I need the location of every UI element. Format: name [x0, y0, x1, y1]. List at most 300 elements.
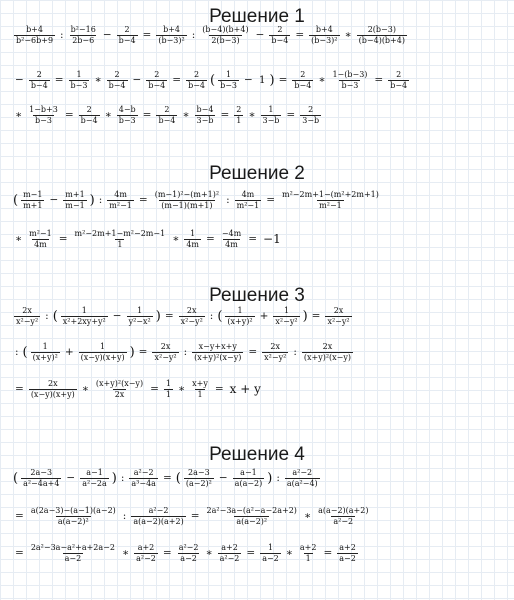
- fraction: [14, 26, 55, 45]
- fraction: [134, 544, 158, 563]
- equation-line: [12, 66, 508, 94]
- fraction: [131, 507, 185, 526]
- solution-1-title: Решение 1: [209, 6, 305, 27]
- operator: =: [278, 73, 288, 86]
- equation-line: [12, 338, 508, 366]
- numerator: 2: [164, 104, 170, 114]
- fraction: [273, 307, 299, 326]
- bracket: (: [22, 344, 28, 360]
- numerator: a²−2: [178, 542, 199, 552]
- numerator: 2x: [160, 341, 171, 351]
- bracket: ): [155, 308, 161, 324]
- operator: −: [15, 73, 24, 86]
- numerator: a²−2: [148, 505, 169, 515]
- denominator: 1: [305, 553, 311, 563]
- fraction: [156, 26, 186, 45]
- fraction: [325, 307, 351, 326]
- denominator: 4m: [34, 239, 47, 249]
- numerator: 2x: [47, 378, 58, 388]
- operator: ∗: [205, 546, 213, 559]
- operator: :: [60, 28, 64, 41]
- fraction: [156, 106, 177, 125]
- numerator: a−1: [240, 467, 257, 477]
- bracket: (: [210, 72, 216, 88]
- result: −1: [263, 232, 281, 246]
- denominator: b−4: [148, 80, 166, 90]
- operator: :: [120, 471, 125, 484]
- fraction: [269, 26, 290, 45]
- solution-4-title: Решение 4: [209, 444, 305, 465]
- bracket: ): [267, 470, 273, 486]
- numerator: 1: [76, 69, 82, 79]
- denominator: 2b−6: [72, 35, 95, 45]
- denominator: x²+2xy+y²: [62, 316, 106, 326]
- denominator: m²−1: [236, 200, 260, 210]
- equation-line: [12, 101, 508, 129]
- fraction: [29, 544, 117, 563]
- numerator: 1: [137, 305, 143, 315]
- denominator: a−2: [180, 553, 197, 563]
- equation-line: [12, 186, 508, 214]
- numerator: 1: [190, 228, 196, 238]
- numerator: 2: [114, 69, 120, 79]
- numerator: 2: [36, 69, 42, 79]
- numerator: 2: [277, 24, 283, 34]
- numerator: x−y+x+y: [198, 341, 237, 351]
- fraction: [235, 191, 262, 210]
- bracket: ): [89, 192, 95, 208]
- bracket: (: [175, 470, 181, 486]
- numerator: 1: [268, 104, 274, 114]
- operator: ∗: [15, 232, 23, 245]
- fraction: [73, 230, 168, 249]
- operator: :: [98, 193, 103, 206]
- fraction: [69, 71, 90, 90]
- numerator: 2: [193, 69, 200, 79]
- operator: :: [183, 345, 188, 358]
- numerator: b²−16: [70, 24, 96, 34]
- numerator: 2(b−3): [367, 24, 396, 34]
- operator: :: [276, 471, 280, 484]
- denominator: 2(b−3): [211, 35, 240, 45]
- denominator: a(a−2)²: [236, 516, 268, 526]
- operator: ∗: [182, 108, 190, 121]
- fraction: [337, 544, 358, 563]
- operator: −: [132, 73, 142, 86]
- fraction: [21, 469, 61, 488]
- equation-line: [12, 375, 508, 403]
- denominator: b−3: [220, 80, 237, 90]
- denominator: m²−1: [319, 200, 342, 210]
- fraction: [153, 191, 221, 210]
- operator: =: [15, 509, 24, 522]
- numerator: (m−1)²−(m+1)²: [154, 189, 220, 199]
- denominator: (m−1)(m+1): [161, 200, 213, 210]
- operator: :: [293, 345, 297, 358]
- operator: =: [162, 471, 172, 484]
- denominator: m²−1: [109, 200, 132, 210]
- operator: ∗: [15, 108, 23, 121]
- denominator: b−4: [30, 80, 48, 90]
- denominator: a(a−2): [234, 478, 263, 488]
- numerator: 2: [300, 69, 306, 79]
- bracket: (: [52, 308, 58, 324]
- bracket: (: [13, 192, 19, 208]
- fraction: [79, 343, 127, 362]
- operator: ∗: [344, 28, 352, 41]
- denominator: x²−y²: [16, 316, 39, 326]
- fraction: [184, 469, 214, 488]
- numerator: 2a−3: [188, 467, 210, 477]
- operator: −: [255, 28, 265, 41]
- numerator: x+y: [192, 378, 208, 388]
- fraction: [27, 230, 54, 249]
- numerator: (b−4)(b+4): [202, 24, 249, 34]
- fraction: [80, 469, 109, 488]
- fraction: [302, 343, 353, 362]
- denominator: b−4: [108, 80, 126, 90]
- denominator: a²−2: [219, 553, 240, 563]
- numerator: 1: [100, 341, 106, 351]
- fraction: [94, 380, 145, 399]
- operator: =: [214, 382, 224, 395]
- numerator: −4m: [221, 228, 242, 238]
- fraction: [218, 71, 239, 90]
- numerator: 4−b: [118, 104, 136, 114]
- denominator: a(a²−4): [286, 478, 318, 488]
- operator: =: [54, 73, 64, 86]
- bracket: ): [269, 72, 275, 88]
- numerator: 2x: [186, 305, 197, 315]
- numerator: a(a−2)(a+2): [318, 505, 369, 515]
- denominator: a²−4a+4: [23, 478, 60, 488]
- denominator: x²−y²: [264, 352, 287, 362]
- operator: =: [190, 509, 200, 522]
- numerator: a+2: [299, 542, 317, 552]
- operator: +: [64, 345, 74, 358]
- operator: =: [162, 546, 172, 559]
- operator: 1: [258, 73, 266, 86]
- numerator: 1: [225, 69, 232, 79]
- fraction: [218, 544, 242, 563]
- denominator: a³−4a: [131, 478, 156, 488]
- fraction: [186, 71, 207, 90]
- operator: :: [209, 309, 214, 322]
- denominator: (x+y)²(x−y): [194, 352, 242, 362]
- operator: ∗: [121, 546, 130, 559]
- denominator: x²−y²: [275, 316, 298, 326]
- numerator: 2x: [333, 305, 344, 315]
- fraction: [298, 544, 319, 563]
- bracket: (: [217, 308, 223, 324]
- numerator: 2a²−3a−(a²−a−2a+2): [206, 505, 297, 515]
- denominator: 1: [117, 239, 123, 249]
- fraction: [280, 191, 381, 210]
- numerator: 2: [396, 69, 402, 79]
- denominator: a(a−2)(a+2): [133, 516, 184, 526]
- fraction: [177, 544, 201, 563]
- solution-3-title: Решение 3: [209, 285, 305, 306]
- numerator: a²−2: [133, 467, 154, 477]
- operator: =: [323, 546, 333, 559]
- numerator: 4m: [241, 189, 255, 199]
- operator: ∗: [172, 232, 180, 245]
- operator: −: [112, 309, 122, 322]
- operator: =: [206, 232, 215, 245]
- operator: ∗: [104, 108, 112, 121]
- denominator: a²−2: [136, 553, 156, 563]
- result: x + y: [229, 382, 261, 396]
- fraction: [195, 106, 216, 125]
- fraction: [205, 507, 299, 526]
- operator: ∗: [94, 73, 102, 86]
- fraction: [69, 26, 98, 45]
- numerator: 1: [267, 542, 274, 552]
- denominator: a−2: [339, 553, 356, 563]
- numerator: a−1: [86, 467, 103, 477]
- denominator: a−2: [262, 553, 279, 563]
- operator: =: [138, 193, 148, 206]
- fraction: [117, 26, 138, 45]
- operator: =: [286, 108, 296, 121]
- operator: =: [374, 73, 384, 86]
- denominator: b−4: [158, 115, 176, 125]
- denominator: a²−2: [333, 516, 354, 526]
- numerator: m+1: [65, 189, 85, 199]
- bracket: ): [111, 470, 117, 486]
- fraction: [79, 106, 100, 125]
- numerator: a+2: [339, 542, 356, 552]
- operator: =: [64, 108, 74, 121]
- denominator: (a−2)²: [185, 478, 212, 488]
- operator: =: [142, 108, 152, 121]
- numerator: 1−(b−3): [332, 69, 368, 79]
- denominator: (x+y)²: [227, 316, 253, 326]
- operator: ∗: [285, 546, 293, 559]
- operator: −: [49, 193, 59, 206]
- fraction: [179, 307, 205, 326]
- denominator: m−1: [65, 200, 85, 210]
- fraction: [107, 71, 128, 90]
- fraction: [146, 71, 167, 90]
- equation-line: [12, 225, 508, 253]
- fraction: [14, 307, 40, 326]
- numerator: 1: [283, 305, 290, 315]
- numerator: m²−1: [29, 228, 52, 238]
- operator: :: [15, 345, 19, 358]
- fraction: [309, 26, 339, 45]
- numerator: 1−b+3: [29, 104, 58, 114]
- numerator: 2x: [270, 341, 281, 351]
- fraction: [261, 106, 282, 125]
- operator: =: [150, 382, 159, 395]
- denominator: (x−y)(x+y): [30, 389, 75, 399]
- operator: =: [295, 28, 305, 41]
- operator: ∗: [81, 382, 89, 395]
- denominator: 3−b: [196, 115, 214, 125]
- denominator: b−4: [271, 35, 289, 45]
- operator: =: [138, 345, 148, 358]
- denominator: 2x: [114, 389, 125, 399]
- denominator: b−4: [188, 80, 205, 90]
- fraction: [316, 507, 370, 526]
- operator: :: [122, 509, 127, 522]
- operator: ∗: [318, 73, 326, 86]
- denominator: b−4: [80, 115, 98, 125]
- numerator: 4m: [114, 189, 127, 199]
- operator: =: [246, 546, 256, 559]
- denominator: a−2: [64, 553, 82, 563]
- denominator: x²−y²: [327, 316, 350, 326]
- numerator: (x+y)²(x−y): [95, 378, 144, 388]
- denominator: x²−y²: [180, 316, 203, 326]
- operator: :: [45, 309, 49, 322]
- fraction: [233, 469, 265, 488]
- denominator: 1: [165, 389, 171, 399]
- numerator: 2: [308, 104, 314, 114]
- fraction: [29, 507, 118, 526]
- operator: ∗: [303, 509, 312, 522]
- operator: ∗: [177, 382, 186, 395]
- numerator: 2a²−3a−a²+a+2a−2: [30, 542, 115, 552]
- fraction: [184, 230, 201, 249]
- denominator: (b−3)²: [158, 35, 185, 45]
- numerator: 1: [42, 341, 48, 351]
- equation-line: [12, 302, 508, 330]
- fraction: [127, 307, 153, 326]
- operator: +: [259, 309, 269, 322]
- denominator: 1: [236, 115, 242, 125]
- fraction: [200, 26, 250, 45]
- fraction: [61, 307, 108, 326]
- equation-line: [12, 464, 508, 492]
- numerator: 2x: [22, 305, 32, 315]
- denominator: (x+y)²: [32, 352, 58, 362]
- fraction: [29, 380, 77, 399]
- denominator: x²−y²: [154, 352, 177, 362]
- numerator: 2a−3: [30, 467, 53, 477]
- operator: :: [226, 193, 230, 206]
- fraction: [192, 343, 243, 362]
- denominator: b−3: [35, 115, 52, 125]
- numerator: b+4: [163, 24, 180, 34]
- operator: −: [244, 73, 253, 86]
- numerator: m²−2m+1−m²−2m−1: [74, 228, 166, 238]
- operator: =: [58, 232, 68, 245]
- operator: =: [15, 382, 24, 395]
- operator: :: [191, 28, 196, 41]
- fraction: [164, 380, 173, 399]
- numerator: b+4: [315, 24, 333, 34]
- numerator: a(2a−3)−(a−1)(a−2): [30, 505, 116, 515]
- operator: ∗: [248, 108, 256, 121]
- fraction: [117, 106, 138, 125]
- numerator: 1: [81, 305, 87, 315]
- fraction: [31, 343, 60, 362]
- numerator: b−4: [196, 104, 214, 114]
- denominator: 3−b: [302, 115, 320, 125]
- fraction: [292, 71, 313, 90]
- operator: =: [220, 108, 230, 121]
- numerator: 1: [165, 378, 171, 388]
- operator: −: [102, 28, 112, 41]
- denominator: b−3: [70, 80, 88, 90]
- denominator: b−3: [341, 80, 359, 90]
- denominator: (b−3)²: [311, 35, 338, 45]
- operator: −: [66, 471, 76, 484]
- numerator: 2: [154, 69, 160, 79]
- numerator: 2: [236, 104, 242, 114]
- operator: −: [218, 471, 228, 484]
- numerator: m−1: [23, 189, 43, 199]
- bracket: ): [129, 344, 135, 360]
- numerator: b+4: [26, 24, 43, 34]
- denominator: (x+y)²(x−y): [303, 352, 352, 362]
- operator: =: [248, 232, 258, 245]
- numerator: 2: [86, 104, 92, 114]
- denominator: 4m: [186, 239, 200, 249]
- operator: =: [142, 28, 152, 41]
- operator: =: [164, 309, 174, 322]
- fraction: [27, 106, 60, 125]
- fraction: [357, 26, 407, 45]
- denominator: 4m: [225, 239, 238, 249]
- fraction: [388, 71, 409, 90]
- operator: =: [311, 309, 321, 322]
- denominator: b−4: [118, 35, 136, 45]
- fraction: [260, 544, 281, 563]
- fraction: [330, 71, 369, 90]
- fraction: [107, 191, 134, 210]
- operator: =: [248, 345, 258, 358]
- denominator: m+1: [23, 200, 43, 210]
- denominator: b−4: [390, 80, 408, 90]
- equation-line: [12, 21, 508, 49]
- denominator: b²−6b+9: [16, 35, 54, 45]
- operator: =: [266, 193, 276, 206]
- operator: =: [15, 546, 24, 559]
- denominator: a(a−2)²: [57, 516, 89, 526]
- fraction: [29, 71, 50, 90]
- numerator: 2x: [322, 341, 333, 351]
- fraction: [285, 469, 320, 488]
- numerator: a+2: [221, 542, 238, 552]
- denominator: (x−y)(x+y): [80, 352, 125, 362]
- fraction: [262, 343, 288, 362]
- denominator: a²−2a: [82, 478, 107, 488]
- bracket: ): [302, 308, 308, 324]
- denominator: 1: [197, 389, 203, 399]
- numerator: m²−2m+1−(m²+2m+1): [282, 189, 379, 199]
- operator: =: [172, 73, 182, 86]
- denominator: b−3: [118, 115, 136, 125]
- bracket: (: [13, 470, 19, 486]
- numerator: 2: [124, 24, 130, 34]
- solution-2-title: Решение 2: [209, 163, 305, 184]
- fraction: [300, 106, 321, 125]
- fraction: [220, 230, 243, 249]
- equation-line: [12, 502, 508, 530]
- denominator: b−4: [294, 80, 312, 90]
- fraction: [225, 307, 254, 326]
- fraction: [234, 106, 243, 125]
- fraction: [152, 343, 178, 362]
- denominator: (b−4)(b+4): [358, 35, 405, 45]
- fraction: [129, 469, 158, 488]
- equation-line: [12, 539, 508, 567]
- fraction: [21, 191, 44, 210]
- fraction: [63, 191, 86, 210]
